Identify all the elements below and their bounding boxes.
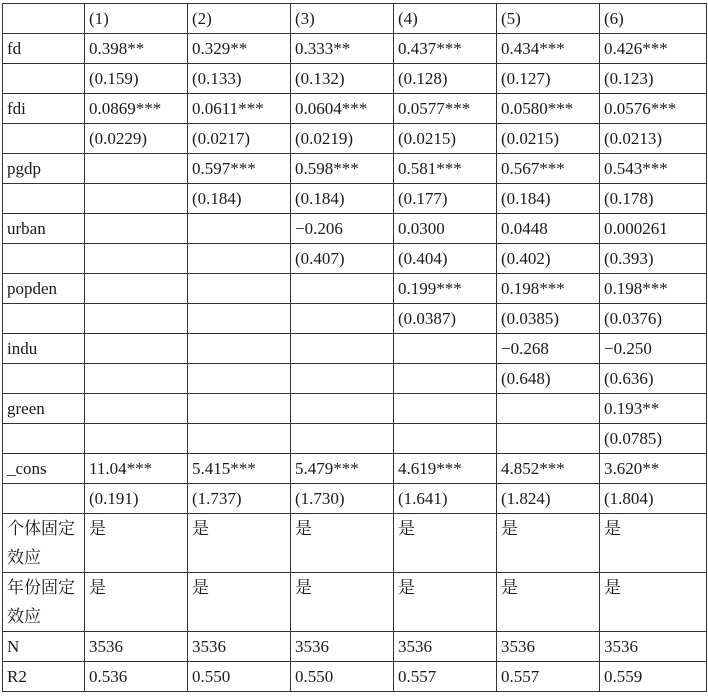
value-cell: (0.0219): [291, 124, 394, 154]
value-cell: (1.641): [394, 484, 497, 514]
value-cell: 是: [291, 573, 394, 632]
value-cell: [394, 364, 497, 394]
value-cell: [188, 244, 291, 274]
value-cell: 5.415***: [188, 454, 291, 484]
value-cell: 0.398**: [85, 34, 188, 64]
value-cell: [85, 364, 188, 394]
value-cell: (0.159): [85, 64, 188, 94]
value-cell: [85, 154, 188, 184]
value-cell: [85, 334, 188, 364]
value-cell: 0.0869***: [85, 94, 188, 124]
value-cell: [291, 304, 394, 334]
value-cell: [85, 274, 188, 304]
table-row: [3, 274, 707, 304]
header-cell: (5): [497, 4, 600, 34]
value-cell: 3536: [291, 632, 394, 662]
value-cell: 0.0577***: [394, 94, 497, 124]
header-cell: (6): [600, 4, 707, 34]
value-cell: (0.393): [600, 244, 707, 274]
value-cell: −0.206: [291, 214, 394, 244]
value-cell: [291, 394, 394, 424]
row-label-cell: popden: [3, 274, 85, 304]
table-row: [3, 394, 707, 424]
value-cell: 0.193**: [600, 394, 707, 424]
value-cell: [291, 424, 394, 454]
value-cell: 3536: [188, 632, 291, 662]
header-cell: (3): [291, 4, 394, 34]
row-label-cell: [3, 304, 85, 334]
table-row: [3, 573, 707, 632]
value-cell: 是: [497, 573, 600, 632]
value-cell: (0.0229): [85, 124, 188, 154]
value-cell: 0.0611***: [188, 94, 291, 124]
table-row: [3, 424, 707, 454]
row-label-cell: fdi: [3, 94, 85, 124]
row-label-cell: green: [3, 394, 85, 424]
value-cell: −0.268: [497, 334, 600, 364]
table-row: [3, 454, 707, 484]
value-cell: 0.597***: [188, 154, 291, 184]
row-label-cell: [3, 244, 85, 274]
row-label-cell: pgdp: [3, 154, 85, 184]
table-row: [3, 154, 707, 184]
value-cell: [188, 274, 291, 304]
value-cell: (0.0217): [188, 124, 291, 154]
value-cell: (0.0376): [600, 304, 707, 334]
value-cell: 0.557: [497, 662, 600, 692]
value-cell: 11.04***: [85, 454, 188, 484]
table-row: [3, 244, 707, 274]
header-cell: [3, 4, 85, 34]
value-cell: 3536: [85, 632, 188, 662]
value-cell: 0.0580***: [497, 94, 600, 124]
value-cell: [85, 394, 188, 424]
value-cell: (0.0213): [600, 124, 707, 154]
value-cell: 0.0300: [394, 214, 497, 244]
value-cell: 0.426***: [600, 34, 707, 64]
value-cell: (0.132): [291, 64, 394, 94]
value-cell: 0.000261: [600, 214, 707, 244]
value-cell: 是: [600, 514, 707, 573]
value-cell: 0.0576***: [600, 94, 707, 124]
value-cell: (0.402): [497, 244, 600, 274]
row-label-cell: [3, 424, 85, 454]
value-cell: (0.191): [85, 484, 188, 514]
table-row: [3, 184, 707, 214]
value-cell: [497, 394, 600, 424]
value-cell: 0.437***: [394, 34, 497, 64]
value-cell: 0.199***: [394, 274, 497, 304]
value-cell: 0.198***: [497, 274, 600, 304]
row-label-cell: _cons: [3, 454, 85, 484]
value-cell: (0.0215): [497, 124, 600, 154]
value-cell: 4.619***: [394, 454, 497, 484]
row-label-cell: [3, 64, 85, 94]
value-cell: [188, 214, 291, 244]
value-cell: (0.648): [497, 364, 600, 394]
value-cell: (0.133): [188, 64, 291, 94]
value-cell: (0.0785): [600, 424, 707, 454]
table-body: [3, 4, 707, 692]
value-cell: [85, 214, 188, 244]
header-row: [3, 4, 707, 34]
value-cell: 0.536: [85, 662, 188, 692]
value-cell: 0.333**: [291, 34, 394, 64]
table-row: [3, 334, 707, 364]
row-label-cell: [3, 484, 85, 514]
value-cell: (0.177): [394, 184, 497, 214]
value-cell: (1.737): [188, 484, 291, 514]
value-cell: (0.0215): [394, 124, 497, 154]
row-label-cell: indu: [3, 334, 85, 364]
value-cell: (0.128): [394, 64, 497, 94]
value-cell: 3536: [394, 632, 497, 662]
table-row: [3, 484, 707, 514]
value-cell: (1.730): [291, 484, 394, 514]
value-cell: 0.598***: [291, 154, 394, 184]
header-cell: (2): [188, 4, 291, 34]
table-row: [3, 214, 707, 244]
header-cell: (4): [394, 4, 497, 34]
value-cell: [497, 424, 600, 454]
value-cell: (0.184): [497, 184, 600, 214]
value-cell: (0.123): [600, 64, 707, 94]
value-cell: 是: [85, 573, 188, 632]
value-cell: [291, 364, 394, 394]
value-cell: [394, 334, 497, 364]
value-cell: 是: [291, 514, 394, 573]
table-row: [3, 64, 707, 94]
value-cell: [85, 424, 188, 454]
value-cell: 0.567***: [497, 154, 600, 184]
row-label-cell: R2: [3, 662, 85, 692]
value-cell: 是: [85, 514, 188, 573]
table-row: [3, 632, 707, 662]
value-cell: [394, 394, 497, 424]
value-cell: [85, 244, 188, 274]
table-row: [3, 304, 707, 334]
row-label-cell: [3, 364, 85, 394]
value-cell: [188, 424, 291, 454]
value-cell: 是: [188, 514, 291, 573]
value-cell: [85, 184, 188, 214]
value-cell: 0.581***: [394, 154, 497, 184]
row-label-cell: [3, 184, 85, 214]
value-cell: 0.198***: [600, 274, 707, 304]
value-cell: 0.543***: [600, 154, 707, 184]
value-cell: 4.852***: [497, 454, 600, 484]
value-cell: [188, 394, 291, 424]
value-cell: [291, 334, 394, 364]
row-label-cell: fd: [3, 34, 85, 64]
value-cell: 3.620**: [600, 454, 707, 484]
table-row: [3, 34, 707, 64]
value-cell: 0.550: [291, 662, 394, 692]
value-cell: (0.636): [600, 364, 707, 394]
row-label-cell: 年份固定效应: [3, 573, 85, 632]
row-label-cell: N: [3, 632, 85, 662]
value-cell: [188, 334, 291, 364]
value-cell: 5.479***: [291, 454, 394, 484]
value-cell: [85, 304, 188, 334]
regression-results-table: [2, 3, 707, 692]
value-cell: (0.178): [600, 184, 707, 214]
value-cell: 是: [394, 573, 497, 632]
value-cell: 是: [497, 514, 600, 573]
table-row: [3, 364, 707, 394]
value-cell: 0.557: [394, 662, 497, 692]
table-row: [3, 514, 707, 573]
value-cell: (0.0387): [394, 304, 497, 334]
value-cell: 0.559: [600, 662, 707, 692]
value-cell: [188, 304, 291, 334]
value-cell: (0.407): [291, 244, 394, 274]
value-cell: 0.0604***: [291, 94, 394, 124]
value-cell: 0.329**: [188, 34, 291, 64]
table-row: [3, 124, 707, 154]
header-cell: (1): [85, 4, 188, 34]
value-cell: 是: [600, 573, 707, 632]
value-cell: (0.404): [394, 244, 497, 274]
value-cell: 是: [188, 573, 291, 632]
value-cell: (1.804): [600, 484, 707, 514]
row-label-cell: [3, 124, 85, 154]
row-label-cell: 个体固定效应: [3, 514, 85, 573]
value-cell: (0.0385): [497, 304, 600, 334]
value-cell: (0.127): [497, 64, 600, 94]
value-cell: (0.184): [188, 184, 291, 214]
value-cell: 是: [394, 514, 497, 573]
table-row: [3, 662, 707, 692]
value-cell: 3536: [600, 632, 707, 662]
value-cell: 0.0448: [497, 214, 600, 244]
row-label-cell: urban: [3, 214, 85, 244]
value-cell: [394, 424, 497, 454]
value-cell: (1.824): [497, 484, 600, 514]
value-cell: 0.434***: [497, 34, 600, 64]
value-cell: (0.184): [291, 184, 394, 214]
value-cell: 0.550: [188, 662, 291, 692]
value-cell: [291, 274, 394, 304]
value-cell: −0.250: [600, 334, 707, 364]
value-cell: [188, 364, 291, 394]
value-cell: 3536: [497, 632, 600, 662]
table-row: [3, 94, 707, 124]
